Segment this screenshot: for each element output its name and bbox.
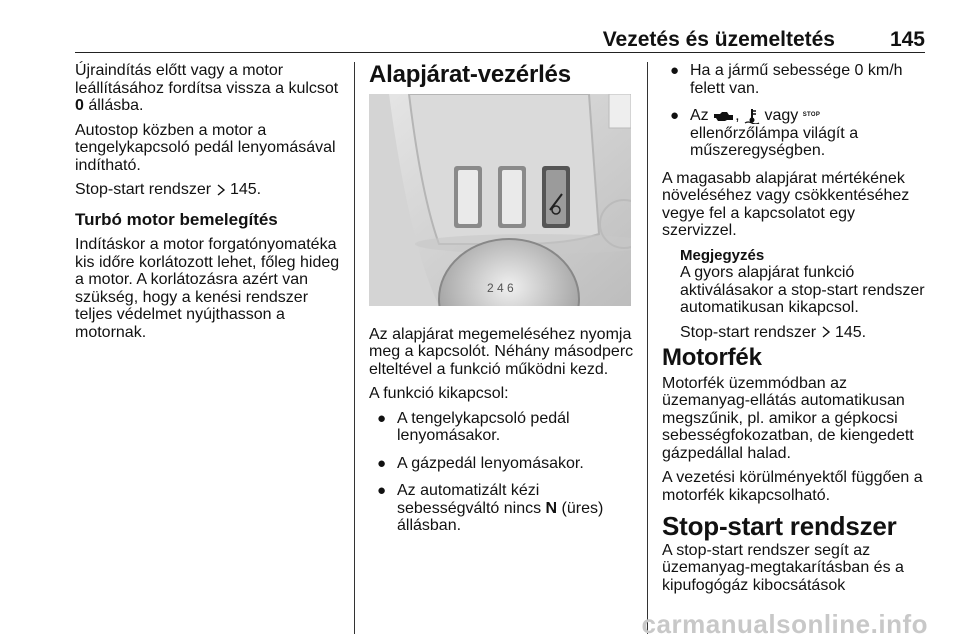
bullet-icon: ● xyxy=(377,454,387,472)
arrow-ref-icon xyxy=(216,184,226,196)
section-heading: Motorfék xyxy=(662,344,762,372)
list-item: ● Az automatizált kézi sebességváltó nincs N (üres) állásban. xyxy=(377,482,604,534)
note-heading: Megjegyzés xyxy=(680,246,765,264)
watermark: carmanualsonline.info xyxy=(641,609,928,639)
paragraph: Az alapjárat megemeléséhez nyomja meg a kapcsolót. Néhány másodperc elteltével a funkció működni kezd. xyxy=(369,325,634,378)
paragraph: A magasabb alapjárat mértékének növeléséhez vagy csökkentéséhez vegye fel a kapcsolatot egy szervizzel. xyxy=(662,169,910,240)
section-heading: Turbó motor bemelegítés xyxy=(75,209,278,229)
note-box xyxy=(662,247,930,342)
page-number: 145 xyxy=(889,28,925,51)
paragraph: A stop-start rendszer segít az üzemanyag-megtakarításban és a kipufogógáz kibocsátások xyxy=(662,541,904,594)
coolant-temp-icon xyxy=(744,108,760,124)
list-item: ● Az , vagy STOP ellenőrzőlámpa világít a műszeregységben. xyxy=(670,107,859,160)
engine-warning-icon xyxy=(713,110,735,122)
section-heading: Alapjárat-vezérlés xyxy=(369,61,571,88)
section-heading: Stop-start rendszer xyxy=(662,511,897,542)
arrow-ref-icon xyxy=(821,326,831,338)
page-title: Vezetés és üzemeltetés xyxy=(602,28,835,51)
column-3 xyxy=(662,62,930,601)
list-item: ● Ha a jármű sebessége 0 km/h felett van. xyxy=(670,62,903,97)
column-divider xyxy=(354,62,355,634)
list-item: ● A tengelykapcsoló pedál lenyomásakor. xyxy=(377,409,570,444)
bullet-list xyxy=(662,62,930,160)
bullet-icon: ● xyxy=(670,62,680,79)
paragraph: A funkció kikapcsol: xyxy=(369,385,509,402)
column-1 xyxy=(75,62,345,348)
paragraph: Újraindítás előtt vagy a motor leállításához fordítsa vissza a kulcsot 0 állásba. xyxy=(75,62,339,114)
bullet-icon: ● xyxy=(670,107,680,124)
key-position: 0 xyxy=(75,97,84,114)
column-divider xyxy=(647,62,648,634)
idle-control-switch-photo xyxy=(369,94,631,306)
cross-reference[interactable]: Stop-start rendszer 145. xyxy=(680,323,867,341)
paragraph: Indításkor a motor forgatónyomatéka kis időre korlátozott lehet, főleg hideg a motor. A korlátozásra azért van szükség, hogy a kenési rendszer teljes védelmet nyújthasson a motornak. xyxy=(75,236,340,341)
list-item: ● A gázpedál lenyomásakor. xyxy=(377,454,584,472)
bullet-icon: ● xyxy=(377,482,387,499)
stop-indicator-icon: STOP xyxy=(802,112,821,119)
bullet-list xyxy=(369,410,635,535)
column-2 xyxy=(369,62,635,545)
paragraph: A vezetési körülményektől függően a motorfék kikapcsolható. xyxy=(662,469,923,504)
cross-reference[interactable]: Stop-start rendszer 145. xyxy=(75,181,262,198)
paragraph: Autostop közben a motor a tengelykapcsoló pedál lenyomásával indítható. xyxy=(75,121,336,174)
note-text: A gyors alapjárat funkció aktiválásakor a stop-start rendszer automatikusan kikapcsol. xyxy=(680,264,925,317)
paragraph: Motorfék üzemmódban az üzemanyag-ellátás automatikusan megszűnik, pl. amikor a gépkocsi sebességfokozatban, de kiengedett gázpedállal halad. xyxy=(662,374,914,462)
bullet-icon: ● xyxy=(377,409,387,427)
page-header xyxy=(75,0,925,53)
gear-numbers: 2 4 6 xyxy=(487,280,514,295)
